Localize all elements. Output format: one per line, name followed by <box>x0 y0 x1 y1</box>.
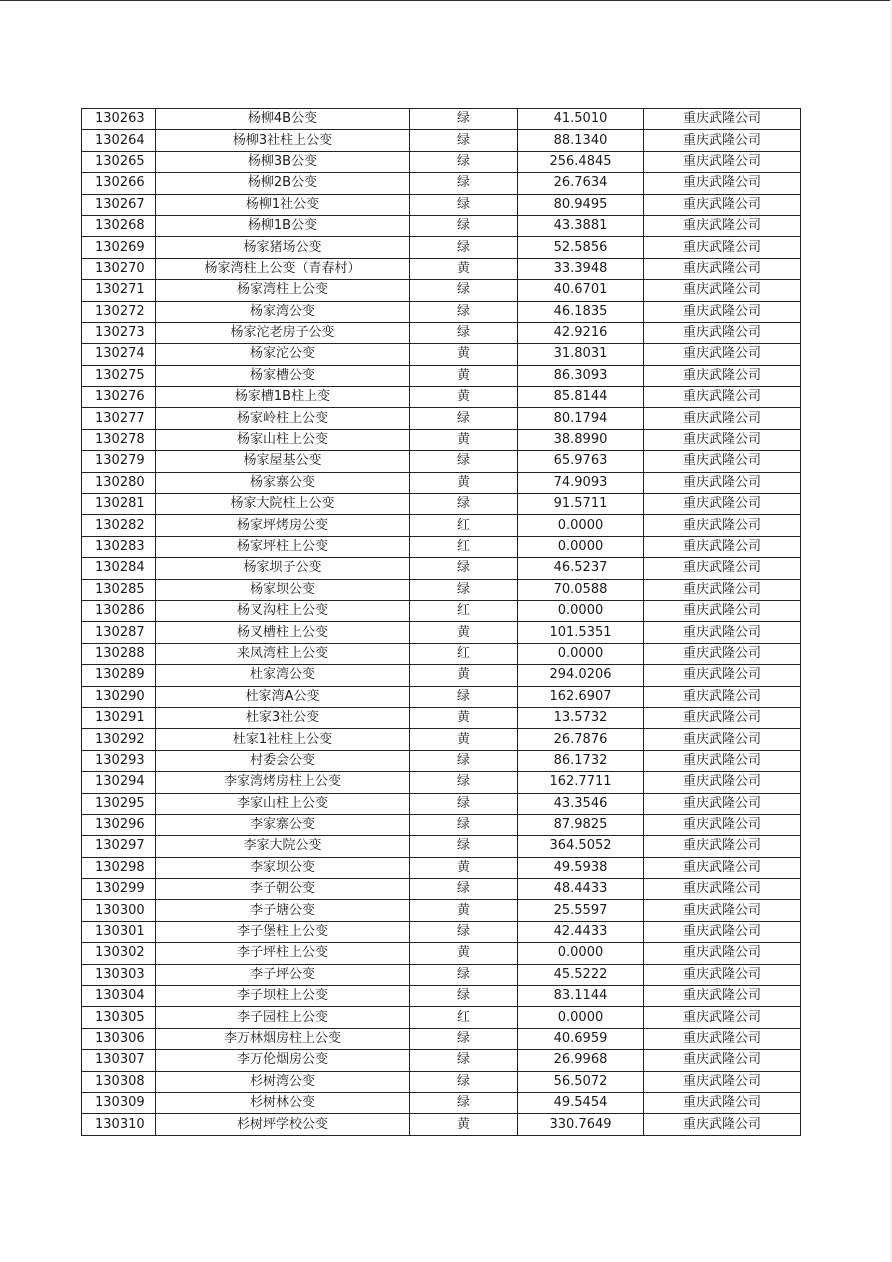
cell-value: 25.5597 <box>518 900 644 921</box>
cell-status: 绿 <box>410 194 518 215</box>
cell-name: 杨柳3社柱上公变 <box>156 130 410 151</box>
cell-value: 162.6907 <box>518 686 644 707</box>
cell-name: 杨柳1B公变 <box>156 215 410 236</box>
cell-id: 130265 <box>82 151 156 172</box>
cell-status: 绿 <box>410 750 518 771</box>
cell-value: 49.5454 <box>518 1092 644 1113</box>
cell-value: 26.7634 <box>518 173 644 194</box>
cell-company: 重庆武隆公司 <box>644 151 801 172</box>
cell-value: 74.9093 <box>518 472 644 493</box>
cell-company: 重庆武隆公司 <box>644 408 801 429</box>
table-row <box>82 622 801 643</box>
cell-id: 130296 <box>82 814 156 835</box>
cell-status: 绿 <box>410 237 518 258</box>
cell-status: 黄 <box>410 900 518 921</box>
table-row <box>82 429 801 450</box>
cell-company: 重庆武隆公司 <box>644 943 801 964</box>
table-row <box>82 579 801 600</box>
cell-status: 绿 <box>410 301 518 322</box>
cell-id: 130283 <box>82 536 156 557</box>
cell-status: 绿 <box>410 494 518 515</box>
cell-value: 13.5732 <box>518 707 644 728</box>
cell-status: 黄 <box>410 665 518 686</box>
table-row <box>82 772 801 793</box>
cell-name: 李家寨公变 <box>156 814 410 835</box>
cell-value: 43.3546 <box>518 793 644 814</box>
table-row <box>82 215 801 236</box>
cell-id: 130290 <box>82 686 156 707</box>
table-row <box>82 408 801 429</box>
cell-value: 0.0000 <box>518 536 644 557</box>
cell-name: 杨柳1社公变 <box>156 194 410 215</box>
cell-id: 130264 <box>82 130 156 151</box>
cell-id: 130310 <box>82 1114 156 1135</box>
cell-company: 重庆武隆公司 <box>644 772 801 793</box>
table-row <box>82 665 801 686</box>
cell-company: 重庆武隆公司 <box>644 451 801 472</box>
table-row <box>82 494 801 515</box>
cell-company: 重庆武隆公司 <box>644 707 801 728</box>
cell-name: 杨家坝公变 <box>156 579 410 600</box>
cell-company: 重庆武隆公司 <box>644 729 801 750</box>
cell-name: 杉树湾公变 <box>156 1071 410 1092</box>
cell-company: 重庆武隆公司 <box>644 900 801 921</box>
cell-company: 重庆武隆公司 <box>644 814 801 835</box>
cell-company: 重庆武隆公司 <box>644 301 801 322</box>
cell-status: 绿 <box>410 814 518 835</box>
table-row <box>82 280 801 301</box>
table-row <box>82 322 801 343</box>
cell-company: 重庆武隆公司 <box>644 237 801 258</box>
cell-name: 杜家3社公变 <box>156 707 410 728</box>
cell-status: 绿 <box>410 964 518 985</box>
table-row <box>82 301 801 322</box>
cell-value: 0.0000 <box>518 600 644 621</box>
cell-company: 重庆武隆公司 <box>644 344 801 365</box>
cell-status: 红 <box>410 515 518 536</box>
table-row <box>82 600 801 621</box>
cell-status: 绿 <box>410 879 518 900</box>
cell-id: 130288 <box>82 643 156 664</box>
cell-id: 130293 <box>82 750 156 771</box>
cell-value: 70.0588 <box>518 579 644 600</box>
cell-status: 黄 <box>410 857 518 878</box>
cell-value: 33.3948 <box>518 258 644 279</box>
cell-company: 重庆武隆公司 <box>644 750 801 771</box>
cell-id: 130295 <box>82 793 156 814</box>
cell-name: 杨家湾公变 <box>156 301 410 322</box>
cell-name: 李子园柱上公变 <box>156 1007 410 1028</box>
cell-id: 130299 <box>82 879 156 900</box>
cell-value: 45.5222 <box>518 964 644 985</box>
cell-id: 130270 <box>82 258 156 279</box>
cell-name: 李家坝公变 <box>156 857 410 878</box>
cell-name: 杨家沱公变 <box>156 344 410 365</box>
cell-company: 重庆武隆公司 <box>644 600 801 621</box>
cell-value: 294.0206 <box>518 665 644 686</box>
cell-id: 130303 <box>82 964 156 985</box>
table-row <box>82 1028 801 1049</box>
cell-company: 重庆武隆公司 <box>644 387 801 408</box>
table-row <box>82 1092 801 1113</box>
cell-company: 重庆武隆公司 <box>644 194 801 215</box>
cell-value: 46.5237 <box>518 558 644 579</box>
cell-status: 黄 <box>410 472 518 493</box>
table-row <box>82 451 801 472</box>
cell-id: 130307 <box>82 1050 156 1071</box>
cell-company: 重庆武隆公司 <box>644 857 801 878</box>
cell-name: 杉树坪学校公变 <box>156 1114 410 1135</box>
cell-id: 130300 <box>82 900 156 921</box>
cell-id: 130269 <box>82 237 156 258</box>
cell-name: 杨柳2B公变 <box>156 173 410 194</box>
cell-value: 40.6701 <box>518 280 644 301</box>
cell-company: 重庆武隆公司 <box>644 1092 801 1113</box>
cell-id: 130284 <box>82 558 156 579</box>
cell-company: 重庆武隆公司 <box>644 1007 801 1028</box>
cell-company: 重庆武隆公司 <box>644 579 801 600</box>
cell-company: 重庆武隆公司 <box>644 429 801 450</box>
cell-name: 李子坪柱上公变 <box>156 943 410 964</box>
cell-company: 重庆武隆公司 <box>644 1071 801 1092</box>
cell-id: 130263 <box>82 109 156 130</box>
cell-value: 85.8144 <box>518 387 644 408</box>
cell-status: 绿 <box>410 836 518 857</box>
cell-id: 130282 <box>82 515 156 536</box>
cell-name: 杨家大院柱上公变 <box>156 494 410 515</box>
cell-status: 绿 <box>410 1050 518 1071</box>
cell-name: 杨柳3B公变 <box>156 151 410 172</box>
cell-name: 杨家山柱上公变 <box>156 429 410 450</box>
cell-name: 村委会公变 <box>156 750 410 771</box>
cell-status: 黄 <box>410 729 518 750</box>
cell-value: 42.9216 <box>518 322 644 343</box>
cell-value: 41.5010 <box>518 109 644 130</box>
cell-id: 130287 <box>82 622 156 643</box>
cell-id: 130272 <box>82 301 156 322</box>
cell-name: 李万林烟房柱上公变 <box>156 1028 410 1049</box>
cell-name: 李家湾烤房柱上公变 <box>156 772 410 793</box>
cell-value: 49.5938 <box>518 857 644 878</box>
cell-id: 130281 <box>82 494 156 515</box>
table-row <box>82 1050 801 1071</box>
cell-value: 0.0000 <box>518 1007 644 1028</box>
cell-id: 130292 <box>82 729 156 750</box>
cell-status: 黄 <box>410 365 518 386</box>
cell-id: 130308 <box>82 1071 156 1092</box>
table-row <box>82 986 801 1007</box>
table-row <box>82 1114 801 1135</box>
cell-status: 黄 <box>410 344 518 365</box>
cell-name: 杉树林公变 <box>156 1092 410 1113</box>
cell-id: 130298 <box>82 857 156 878</box>
cell-name: 杨叉沟柱上公变 <box>156 600 410 621</box>
cell-company: 重庆武隆公司 <box>644 986 801 1007</box>
cell-value: 83.1144 <box>518 986 644 1007</box>
cell-company: 重庆武隆公司 <box>644 836 801 857</box>
cell-id: 130289 <box>82 665 156 686</box>
cell-status: 黄 <box>410 707 518 728</box>
cell-company: 重庆武隆公司 <box>644 686 801 707</box>
cell-value: 87.9825 <box>518 814 644 835</box>
cell-name: 杨叉槽柱上公变 <box>156 622 410 643</box>
cell-value: 364.5052 <box>518 836 644 857</box>
cell-value: 256.4845 <box>518 151 644 172</box>
cell-company: 重庆武隆公司 <box>644 280 801 301</box>
table-row <box>82 387 801 408</box>
table-row <box>82 151 801 172</box>
cell-value: 52.5856 <box>518 237 644 258</box>
cell-id: 130266 <box>82 173 156 194</box>
table-row <box>82 707 801 728</box>
table-row <box>82 793 801 814</box>
table-row <box>82 964 801 985</box>
cell-name: 李子坝柱上公变 <box>156 986 410 1007</box>
cell-status: 绿 <box>410 451 518 472</box>
cell-name: 杨家沱老房子公变 <box>156 322 410 343</box>
cell-value: 88.1340 <box>518 130 644 151</box>
table-row <box>82 921 801 942</box>
cell-company: 重庆武隆公司 <box>644 665 801 686</box>
cell-id: 130285 <box>82 579 156 600</box>
cell-name: 杨家坪柱上公变 <box>156 536 410 557</box>
table-row <box>82 472 801 493</box>
cell-name: 杨家湾柱上公变（青春村） <box>156 258 410 279</box>
cell-status: 绿 <box>410 130 518 151</box>
cell-status: 绿 <box>410 986 518 1007</box>
cell-value: 162.7711 <box>518 772 644 793</box>
table-row <box>82 750 801 771</box>
cell-status: 黄 <box>410 429 518 450</box>
table-row <box>82 836 801 857</box>
cell-value: 43.3881 <box>518 215 644 236</box>
cell-value: 26.9968 <box>518 1050 644 1071</box>
cell-value: 0.0000 <box>518 643 644 664</box>
table-row <box>82 173 801 194</box>
cell-id: 130291 <box>82 707 156 728</box>
cell-id: 130301 <box>82 921 156 942</box>
table-row <box>82 1007 801 1028</box>
cell-value: 80.1794 <box>518 408 644 429</box>
cell-name: 李家山柱上公变 <box>156 793 410 814</box>
cell-status: 黄 <box>410 1114 518 1135</box>
table-row <box>82 729 801 750</box>
cell-company: 重庆武隆公司 <box>644 921 801 942</box>
table-row <box>82 515 801 536</box>
cell-company: 重庆武隆公司 <box>644 1028 801 1049</box>
cell-value: 26.7876 <box>518 729 644 750</box>
cell-status: 绿 <box>410 1071 518 1092</box>
cell-name: 杨家寨公变 <box>156 472 410 493</box>
cell-id: 130306 <box>82 1028 156 1049</box>
cell-value: 330.7649 <box>518 1114 644 1135</box>
cell-status: 绿 <box>410 579 518 600</box>
cell-name: 杨家岭柱上公变 <box>156 408 410 429</box>
cell-name: 杨柳4B公变 <box>156 109 410 130</box>
cell-status: 绿 <box>410 280 518 301</box>
cell-id: 130279 <box>82 451 156 472</box>
table-row <box>82 900 801 921</box>
table-row <box>82 194 801 215</box>
cell-id: 130268 <box>82 215 156 236</box>
cell-status: 黄 <box>410 387 518 408</box>
cell-id: 130280 <box>82 472 156 493</box>
cell-value: 65.9763 <box>518 451 644 472</box>
cell-name: 杜家湾A公变 <box>156 686 410 707</box>
cell-company: 重庆武隆公司 <box>644 365 801 386</box>
cell-id: 130309 <box>82 1092 156 1113</box>
cell-company: 重庆武隆公司 <box>644 793 801 814</box>
cell-id: 130304 <box>82 986 156 1007</box>
cell-id: 130277 <box>82 408 156 429</box>
transformer-table <box>81 108 801 1136</box>
cell-status: 绿 <box>410 686 518 707</box>
cell-company: 重庆武隆公司 <box>644 1050 801 1071</box>
cell-status: 绿 <box>410 173 518 194</box>
cell-status: 红 <box>410 1007 518 1028</box>
cell-id: 130278 <box>82 429 156 450</box>
table-row <box>82 237 801 258</box>
cell-company: 重庆武隆公司 <box>644 536 801 557</box>
cell-id: 130286 <box>82 600 156 621</box>
cell-value: 101.5351 <box>518 622 644 643</box>
cell-company: 重庆武隆公司 <box>644 558 801 579</box>
cell-status: 绿 <box>410 1092 518 1113</box>
table-row <box>82 109 801 130</box>
cell-company: 重庆武隆公司 <box>644 215 801 236</box>
table-row <box>82 943 801 964</box>
cell-status: 绿 <box>410 793 518 814</box>
cell-status: 绿 <box>410 322 518 343</box>
cell-value: 0.0000 <box>518 515 644 536</box>
table-row <box>82 344 801 365</box>
cell-value: 86.3093 <box>518 365 644 386</box>
cell-status: 绿 <box>410 215 518 236</box>
cell-value: 31.8031 <box>518 344 644 365</box>
cell-name: 李子塘公变 <box>156 900 410 921</box>
table-body <box>82 109 801 1136</box>
cell-name: 杨家坝子公变 <box>156 558 410 579</box>
cell-id: 130305 <box>82 1007 156 1028</box>
cell-company: 重庆武隆公司 <box>644 879 801 900</box>
cell-name: 来凤湾柱上公变 <box>156 643 410 664</box>
table-row <box>82 857 801 878</box>
cell-name: 李子堡柱上公变 <box>156 921 410 942</box>
cell-name: 杜家湾公变 <box>156 665 410 686</box>
cell-company: 重庆武隆公司 <box>644 494 801 515</box>
cell-id: 130271 <box>82 280 156 301</box>
cell-value: 46.1835 <box>518 301 644 322</box>
cell-company: 重庆武隆公司 <box>644 515 801 536</box>
cell-company: 重庆武隆公司 <box>644 643 801 664</box>
cell-value: 40.6959 <box>518 1028 644 1049</box>
cell-status: 黄 <box>410 258 518 279</box>
cell-id: 130276 <box>82 387 156 408</box>
table-row <box>82 258 801 279</box>
cell-status: 红 <box>410 643 518 664</box>
cell-status: 绿 <box>410 1028 518 1049</box>
cell-status: 绿 <box>410 109 518 130</box>
table-row <box>82 643 801 664</box>
cell-name: 杨家槽1B柱上变 <box>156 387 410 408</box>
cell-company: 重庆武隆公司 <box>644 109 801 130</box>
cell-value: 80.9495 <box>518 194 644 215</box>
cell-id: 130267 <box>82 194 156 215</box>
cell-value: 56.5072 <box>518 1071 644 1092</box>
table-row <box>82 365 801 386</box>
cell-value: 38.8990 <box>518 429 644 450</box>
table-row <box>82 536 801 557</box>
cell-value: 48.4433 <box>518 879 644 900</box>
cell-name: 杨家屋基公变 <box>156 451 410 472</box>
cell-value: 42.4433 <box>518 921 644 942</box>
cell-status: 红 <box>410 536 518 557</box>
cell-company: 重庆武隆公司 <box>644 258 801 279</box>
cell-id: 130294 <box>82 772 156 793</box>
cell-company: 重庆武隆公司 <box>644 322 801 343</box>
cell-company: 重庆武隆公司 <box>644 472 801 493</box>
cell-status: 绿 <box>410 558 518 579</box>
cell-name: 杨家槽公变 <box>156 365 410 386</box>
cell-name: 杨家猪场公变 <box>156 237 410 258</box>
cell-status: 红 <box>410 600 518 621</box>
cell-id: 130302 <box>82 943 156 964</box>
cell-status: 绿 <box>410 772 518 793</box>
cell-name: 杜家1社柱上公变 <box>156 729 410 750</box>
cell-company: 重庆武隆公司 <box>644 130 801 151</box>
cell-status: 黄 <box>410 622 518 643</box>
table-row <box>82 558 801 579</box>
cell-company: 重庆武隆公司 <box>644 173 801 194</box>
table-row <box>82 879 801 900</box>
cell-value: 86.1732 <box>518 750 644 771</box>
cell-value: 91.5711 <box>518 494 644 515</box>
cell-name: 杨家坪烤房公变 <box>156 515 410 536</box>
cell-name: 李子朝公变 <box>156 879 410 900</box>
cell-status: 黄 <box>410 943 518 964</box>
cell-id: 130274 <box>82 344 156 365</box>
cell-status: 绿 <box>410 408 518 429</box>
cell-id: 130297 <box>82 836 156 857</box>
table-row <box>82 814 801 835</box>
cell-company: 重庆武隆公司 <box>644 1114 801 1135</box>
cell-status: 绿 <box>410 921 518 942</box>
page-top-border <box>0 0 892 1</box>
cell-status: 绿 <box>410 151 518 172</box>
table-row <box>82 1071 801 1092</box>
table-row <box>82 686 801 707</box>
table-row <box>82 130 801 151</box>
cell-name: 杨家湾柱上公变 <box>156 280 410 301</box>
cell-name: 李子坪公变 <box>156 964 410 985</box>
cell-company: 重庆武隆公司 <box>644 964 801 985</box>
cell-id: 130273 <box>82 322 156 343</box>
cell-value: 0.0000 <box>518 943 644 964</box>
cell-id: 130275 <box>82 365 156 386</box>
cell-name: 李万伦烟房公变 <box>156 1050 410 1071</box>
cell-company: 重庆武隆公司 <box>644 622 801 643</box>
cell-name: 李家大院公变 <box>156 836 410 857</box>
